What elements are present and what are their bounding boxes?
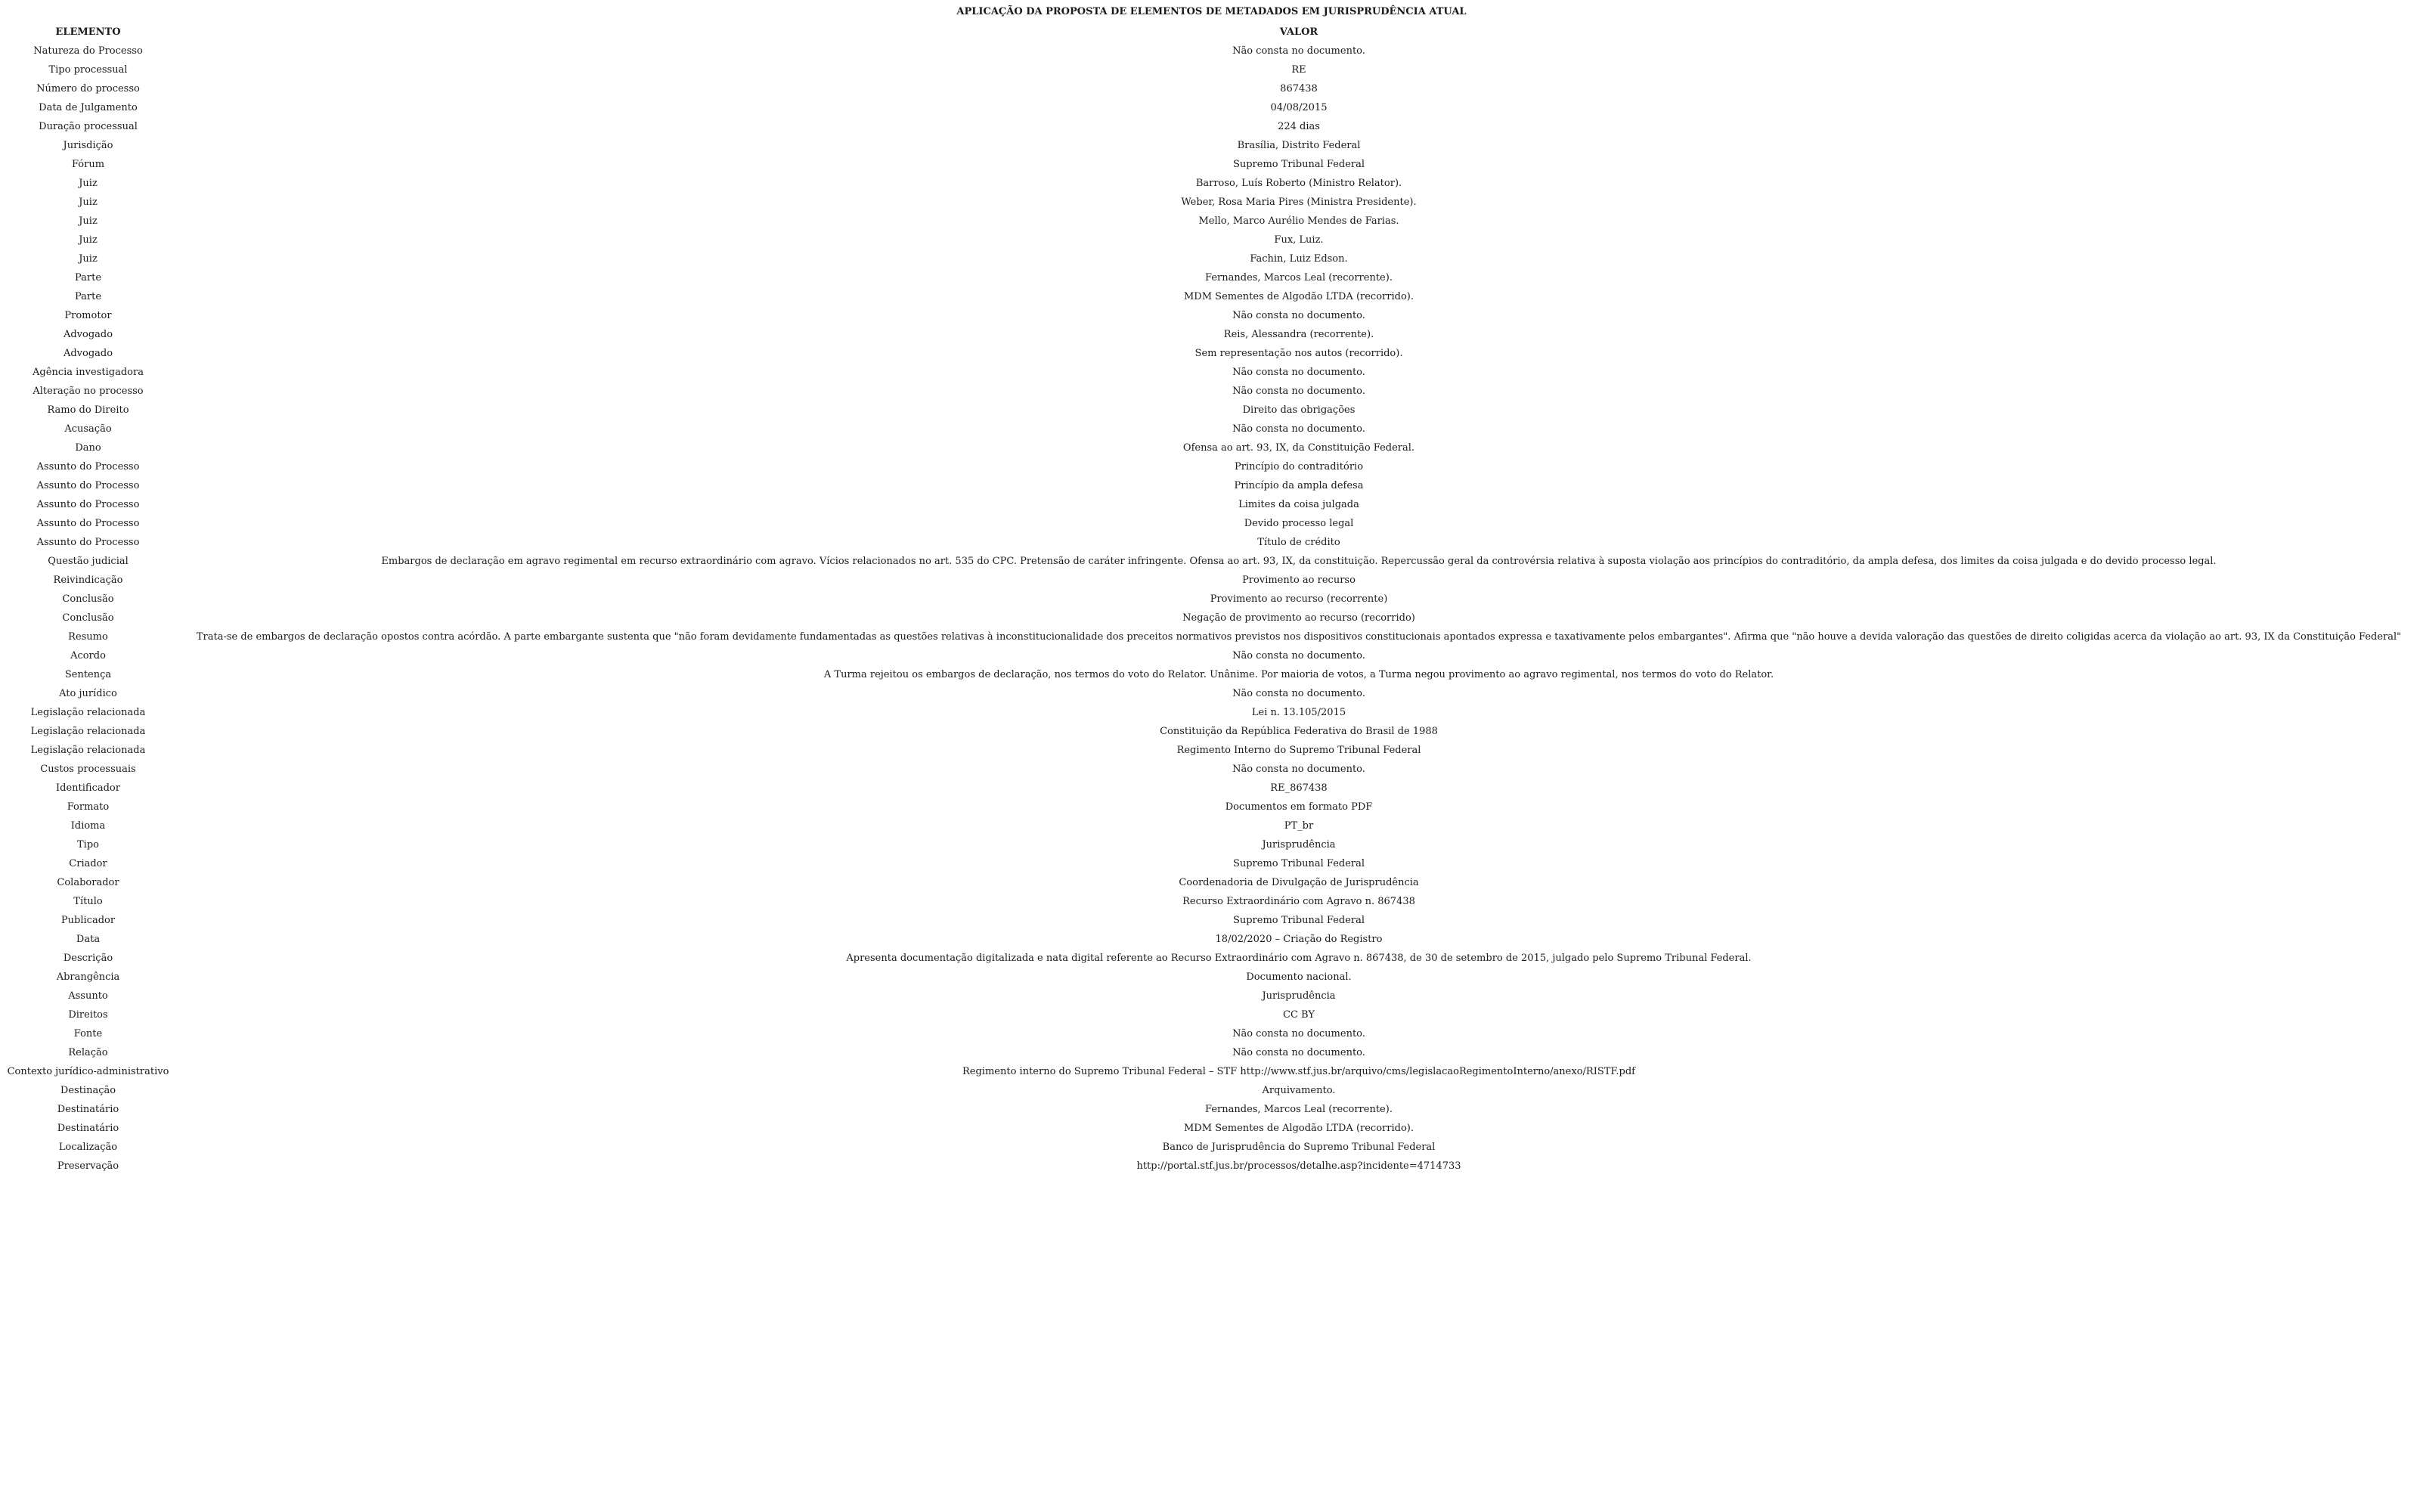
table-row: [0, 42, 2421, 60]
element-cell: Formato: [67, 801, 110, 813]
table-row: [0, 306, 2421, 325]
value-cell: Coordenadoria de Divulgação de Jurisprudência: [1179, 877, 1419, 888]
value-cell: Barroso, Luís Roberto (Ministro Relator).: [1195, 178, 1402, 189]
value-cell: Mello, Marco Aurélio Mendes de Farias.: [1198, 215, 1399, 227]
value-cell: 04/08/2015: [1270, 102, 1328, 113]
table-row: [0, 533, 2421, 552]
value-cell: Não consta no documento.: [1232, 423, 1365, 435]
table-row: [0, 268, 2421, 287]
element-cell: Relação: [68, 1047, 108, 1058]
table-row: [0, 646, 2421, 665]
value-cell: Fux, Luiz.: [1274, 234, 1324, 246]
element-cell: Assunto do Processo: [36, 461, 140, 472]
table-row: [0, 798, 2421, 816]
table-row: [0, 1100, 2421, 1119]
table-row: [0, 1005, 2421, 1024]
value-cell: Princípio da ampla defesa: [1234, 480, 1364, 491]
table-row: [0, 1119, 2421, 1138]
value-cell: Não consta no documento.: [1232, 45, 1365, 57]
value-cell: 18/02/2020 – Criação do Registro: [1215, 934, 1383, 945]
element-cell: Tipo processual: [48, 64, 128, 76]
table-row: [0, 174, 2421, 193]
table-row: [0, 401, 2421, 420]
table-row: [0, 1157, 2421, 1176]
element-cell: Assunto do Processo: [36, 499, 140, 510]
element-cell: Questão judicial: [48, 556, 129, 567]
value-cell: RE: [1291, 64, 1306, 76]
value-cell: Direito das obrigações: [1242, 404, 1356, 416]
element-cell: Contexto jurídico-administrativo: [7, 1066, 169, 1077]
table-row: [0, 438, 2421, 457]
element-cell: Acordo: [70, 650, 106, 662]
table-row: [0, 703, 2421, 722]
value-cell: 867438: [1280, 83, 1318, 94]
element-cell: Criador: [69, 858, 107, 869]
element-cell: Tipo: [77, 839, 99, 850]
table-row: [0, 779, 2421, 798]
element-cell: Parte: [74, 291, 102, 302]
table-row: [0, 231, 2421, 249]
element-cell: Destinação: [60, 1085, 116, 1096]
table-row: [0, 363, 2421, 382]
value-cell: Apresenta documentação digitalizada e nata digital referente ao Recurso Extraordinário com Agravo n. 867438, de 30 de setembro de 2015, julgado pelo Supremo Tribunal Federal.: [846, 953, 1752, 964]
table-row: [0, 1043, 2421, 1062]
element-cell: Juiz: [79, 234, 98, 246]
table-row: [0, 1081, 2421, 1100]
table-row: [0, 117, 2421, 136]
element-cell: Ato jurídico: [59, 688, 117, 699]
element-cell: Título: [73, 896, 103, 907]
element-cell: Sentença: [64, 669, 112, 680]
value-cell: Constituição da República Federativa do Brasil de 1988: [1160, 726, 1438, 737]
element-cell: Legislação relacionada: [30, 726, 146, 737]
table-body: [0, 42, 2421, 1176]
table-row: [0, 79, 2421, 98]
value-cell: Regimento Interno do Supremo Tribunal Federal: [1176, 745, 1421, 756]
element-cell: Idioma: [70, 820, 106, 832]
document-title: APLICAÇÃO DA PROPOSTA DE ELEMENTOS DE METADADOS EM JURISPRUDÊNCIA ATUAL: [956, 6, 1467, 17]
value-cell: Provimento ao recurso: [1242, 575, 1356, 586]
value-cell: Jurisprudência: [1262, 839, 1336, 850]
value-cell: Trata-se de embargos de declaração opostos contra acórdão. A parte embargante sustenta que "não foram devidamente fundamentadas as questões relativas à inconstitucionalidade dos preceitos normativos previstos nos dispositivos constitucionais apontados expressa e taxativamente pelos embargantes". Afirma que "não houve a devida valoração das questões de direito coligidas acerca da violação ao art. 93, IX da Constituição Federal": [196, 631, 2402, 643]
element-cell: Identificador: [56, 782, 120, 794]
table-row: [0, 60, 2421, 79]
element-cell: Parte: [74, 272, 102, 284]
element-cell: Juiz: [79, 253, 98, 265]
element-cell: Número do processo: [36, 83, 140, 94]
table-row: [0, 1024, 2421, 1043]
value-cell: Não consta no documento.: [1232, 650, 1365, 662]
table-row: [0, 835, 2421, 854]
table-row: [0, 930, 2421, 949]
element-cell: Juiz: [79, 215, 98, 227]
value-cell: Documento nacional.: [1246, 971, 1352, 983]
element-cell: Legislação relacionada: [30, 745, 146, 756]
table-row: [0, 665, 2421, 684]
element-cell: Dano: [75, 442, 101, 454]
value-cell: Provimento ao recurso (recorrente): [1210, 593, 1388, 605]
table-row: [0, 287, 2421, 306]
value-cell: Recurso Extraordinário com Agravo n. 867438: [1182, 896, 1415, 907]
value-cell: Negação de provimento ao recurso (recorrido): [1182, 612, 1415, 624]
element-cell: Assunto: [68, 990, 108, 1002]
table-row: [0, 552, 2421, 571]
table-row: [0, 722, 2421, 741]
element-cell: Promotor: [64, 310, 112, 321]
value-cell: Título de crédito: [1257, 537, 1340, 548]
value-cell: Jurisprudência: [1262, 990, 1336, 1002]
value-cell: Arquivamento.: [1262, 1085, 1336, 1096]
table-row: [0, 949, 2421, 968]
table-row: [0, 476, 2421, 495]
table-row: [0, 325, 2421, 344]
value-cell: Supremo Tribunal Federal: [1232, 858, 1365, 869]
value-cell: Não consta no documento.: [1232, 1047, 1365, 1058]
table-header-row: [0, 23, 2421, 42]
element-cell: Reivindicação: [53, 575, 123, 586]
element-cell: Acusação: [64, 423, 112, 435]
element-cell: Jurisdição: [63, 140, 113, 151]
element-cell: Advogado: [63, 348, 113, 359]
value-cell: RE_867438: [1270, 782, 1328, 794]
table-row: [0, 760, 2421, 779]
value-cell: Fernandes, Marcos Leal (recorrente).: [1205, 272, 1393, 284]
table-row: [0, 741, 2421, 760]
metadata-table: [0, 23, 2421, 1176]
element-cell: Data: [76, 934, 101, 945]
table-row: [0, 590, 2421, 609]
table-row: [0, 249, 2421, 268]
element-cell: Assunto do Processo: [36, 537, 140, 548]
table-row: [0, 987, 2421, 1005]
value-cell: Supremo Tribunal Federal: [1232, 159, 1365, 170]
table-row: [0, 968, 2421, 987]
column-header-value: VALOR: [1279, 26, 1318, 38]
table-row: [0, 684, 2421, 703]
value-cell: MDM Sementes de Algodão LTDA (recorrido).: [1184, 1123, 1414, 1134]
element-cell: Fórum: [71, 159, 105, 170]
value-cell: Fachin, Luiz Edson.: [1250, 253, 1348, 265]
element-cell: Legislação relacionada: [30, 707, 146, 718]
value-cell: Regimento interno do Supremo Tribunal Federal – STF http://www.stf.jus.br/arquivo/cms/legislacaoRegimentoInterno/anexo/RISTF.pdf: [962, 1066, 1635, 1077]
element-cell: Direitos: [68, 1009, 108, 1021]
table-row: [0, 1138, 2421, 1157]
element-cell: Fonte: [73, 1028, 103, 1040]
value-cell: http://portal.stf.jus.br/processos/detalhe.asp?incidente=4714733: [1136, 1160, 1461, 1172]
table-row: [0, 193, 2421, 212]
value-cell: Embargos de declaração em agravo regimental em recurso extraordinário com agravo. Vícios relacionados no art. 535 do CPC. Pretensão de caráter infringente. Ofensa ao art. 93, IX, da constituição. Repercussão geral da controvérsia relativa à suposta violação aos princípios do contraditório, da ampla defesa, dos limites da coisa julgada e do devido processo legal.: [381, 556, 2217, 567]
element-cell: Duração processual: [39, 121, 138, 132]
table-row: [0, 420, 2421, 438]
element-cell: Assunto do Processo: [36, 518, 140, 529]
value-cell: Reis, Alessandra (recorrente).: [1223, 329, 1374, 340]
table-row: [0, 344, 2421, 363]
value-cell: PT_br: [1284, 820, 1314, 832]
table-row: [0, 571, 2421, 590]
value-cell: Supremo Tribunal Federal: [1232, 915, 1365, 926]
value-cell: Devido processo legal: [1244, 518, 1354, 529]
table-row: [0, 382, 2421, 401]
table-row: [0, 911, 2421, 930]
element-cell: Destinatário: [57, 1123, 119, 1134]
value-cell: Banco de Jurisprudência do Supremo Tribunal Federal: [1162, 1142, 1436, 1153]
value-cell: MDM Sementes de Algodão LTDA (recorrido).: [1184, 291, 1414, 302]
value-cell: Fernandes, Marcos Leal (recorrente).: [1205, 1104, 1393, 1115]
element-cell: Juiz: [79, 197, 98, 208]
table-row: [0, 1062, 2421, 1081]
element-cell: Conclusão: [62, 593, 114, 605]
element-cell: Data de Julgamento: [39, 102, 138, 113]
element-cell: Advogado: [63, 329, 113, 340]
table-row: [0, 514, 2421, 533]
table-row: [0, 457, 2421, 476]
element-cell: Custos processuais: [40, 764, 136, 775]
value-cell: Ofensa ao art. 93, IX, da Constituição Federal.: [1182, 442, 1415, 454]
value-cell: CC BY: [1283, 1009, 1315, 1021]
element-cell: Ramo do Direito: [47, 404, 129, 416]
value-cell: Brasília, Distrito Federal: [1237, 140, 1361, 151]
value-cell: Sem representação nos autos (recorrido).: [1194, 348, 1403, 359]
value-cell: 224 dias: [1278, 121, 1320, 132]
value-cell: Documentos em formato PDF: [1225, 801, 1373, 813]
table-row: [0, 98, 2421, 117]
value-cell: A Turma rejeitou os embargos de declaração, nos termos do voto do Relator. Unânime. Por maioria de votos, a Turma negou provimento ao agravo regimental, nos termos do voto do Relator.: [823, 669, 1774, 680]
element-cell: Agência investigadora: [33, 367, 144, 378]
element-cell: Conclusão: [62, 612, 114, 624]
element-cell: Publicador: [60, 915, 116, 926]
element-cell: Destinatário: [57, 1104, 119, 1115]
element-cell: Descrição: [63, 953, 113, 964]
table-row: [0, 495, 2421, 514]
value-cell: Não consta no documento.: [1232, 764, 1365, 775]
element-cell: Resumo: [68, 631, 108, 643]
value-cell: Lei n. 13.105/2015: [1251, 707, 1346, 718]
element-cell: Preservação: [57, 1160, 119, 1172]
element-cell: Abrangência: [56, 971, 120, 983]
element-cell: Localização: [58, 1142, 118, 1153]
table-row: [0, 854, 2421, 873]
column-header-element: ELEMENTO: [55, 26, 121, 38]
element-cell: Juiz: [79, 178, 98, 189]
table-row: [0, 627, 2421, 646]
value-cell: Não consta no documento.: [1232, 688, 1365, 699]
element-cell: Assunto do Processo: [36, 480, 140, 491]
table-row: [0, 816, 2421, 835]
element-cell: Alteração no processo: [33, 386, 144, 397]
table-row: [0, 136, 2421, 155]
value-cell: Limites da coisa julgada: [1238, 499, 1359, 510]
element-cell: Natureza do Processo: [33, 45, 143, 57]
value-cell: Weber, Rosa Maria Pires (Ministra Presidente).: [1181, 197, 1417, 208]
value-cell: Não consta no documento.: [1232, 1028, 1365, 1040]
table-row: [0, 873, 2421, 892]
value-cell: Não consta no documento.: [1232, 310, 1365, 321]
table-row: [0, 155, 2421, 174]
table-row: [0, 212, 2421, 231]
value-cell: Não consta no documento.: [1232, 367, 1365, 378]
table-row: [0, 892, 2421, 911]
table-row: [0, 609, 2421, 627]
element-cell: Colaborador: [57, 877, 119, 888]
value-cell: Princípio do contraditório: [1234, 461, 1364, 472]
value-cell: Não consta no documento.: [1232, 386, 1365, 397]
